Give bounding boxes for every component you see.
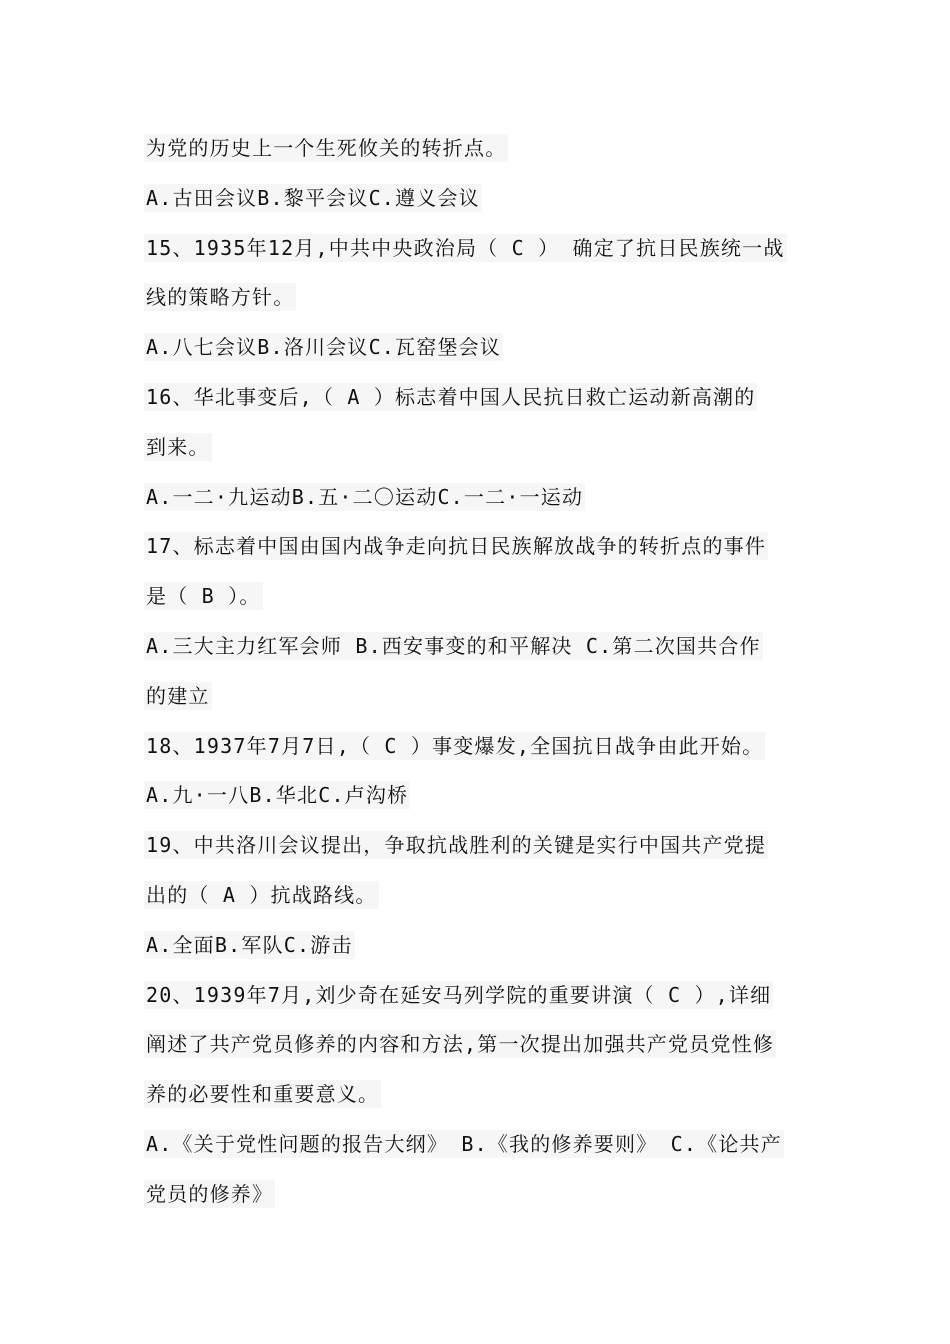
text-line-content: A.八七会议B.洛川会议C.瓦窑堡会议 (146, 335, 502, 360)
text-line-content: A.全面B.军队C.游击 (146, 932, 353, 957)
text-line (144, 1070, 820, 1120)
text-line-content: 20、1939年7月,刘少奇在延安马列学院的重要讲演（ C ）,详细 (146, 982, 772, 1007)
question-text-block (144, 124, 820, 1220)
text-line (144, 1020, 820, 1070)
text-line-content: 出的（ A ）抗战路线。 (146, 882, 377, 907)
answer-options-line (144, 473, 820, 523)
answer-options-line (144, 323, 820, 373)
text-line-content: 到来。 (146, 434, 210, 459)
question-20-line (144, 971, 820, 1021)
text-line-content: 17、标志着中国由国内战争走向抗日民族解放战争的转折点的事件 (146, 534, 767, 559)
question-16-line (144, 373, 820, 423)
text-line-content: 养的必要性和重要意义。 (146, 1082, 380, 1107)
answer-options-line (144, 771, 820, 821)
text-line-content: 党员的修养》 (146, 1181, 274, 1206)
text-line (144, 273, 820, 323)
question-19-line (144, 821, 820, 871)
text-line-content: A.三大主力红军会师 B.西安事变的和平解决 C.第二次国共合作 (146, 633, 761, 658)
text-line-content: 阐述了共产党员修养的内容和方法,第一次提出加强共产党员党性修 (146, 1032, 775, 1057)
question-18-line (144, 722, 820, 772)
text-line (144, 572, 820, 622)
question-15-line (144, 224, 820, 274)
text-line-content: A.古田会议B.黎平会议C.遵义会议 (146, 185, 480, 210)
text-line-content: 线的策略方针。 (146, 285, 295, 310)
text-line-content: A.一二·九运动B.五·二〇运动C.一二·一运动 (146, 484, 584, 509)
text-line (144, 1170, 820, 1220)
answer-options-line (144, 174, 820, 224)
text-line-content: 15、1935年12月,中共中央政治局（ C ） 确定了抗日民族统一战 (146, 235, 785, 260)
text-line-content: 的建立 (146, 683, 210, 708)
text-line-content: 18、1937年7月7日,（ C ）事变爆发,全国抗日战争由此开始。 (146, 733, 764, 758)
text-line-content: 19、中共洛川会议提出，争取抗战胜利的关键是实行中国共产党提 (146, 833, 767, 858)
text-line (144, 672, 820, 722)
answer-options-line (144, 1120, 820, 1170)
text-line-content: A.《关于党性问题的报告大纲》 B.《我的修养要则》 C.《论共产 (146, 1131, 782, 1156)
answer-options-line (144, 921, 820, 971)
text-line-content: A.九·一八B.华北C.卢沟桥 (146, 783, 409, 808)
text-line (144, 423, 820, 473)
text-line-content: 为党的历史上一个生死攸关的转折点。 (146, 136, 507, 160)
text-line-content: 16、华北事变后,（ A ）标志着中国人民抗日救亡运动新高潮的 (146, 384, 756, 409)
text-line-content: 是（ B ）。 (146, 584, 261, 609)
text-line (144, 124, 820, 174)
text-line (144, 871, 820, 921)
question-17-line (144, 522, 820, 572)
answer-options-line (144, 622, 820, 672)
